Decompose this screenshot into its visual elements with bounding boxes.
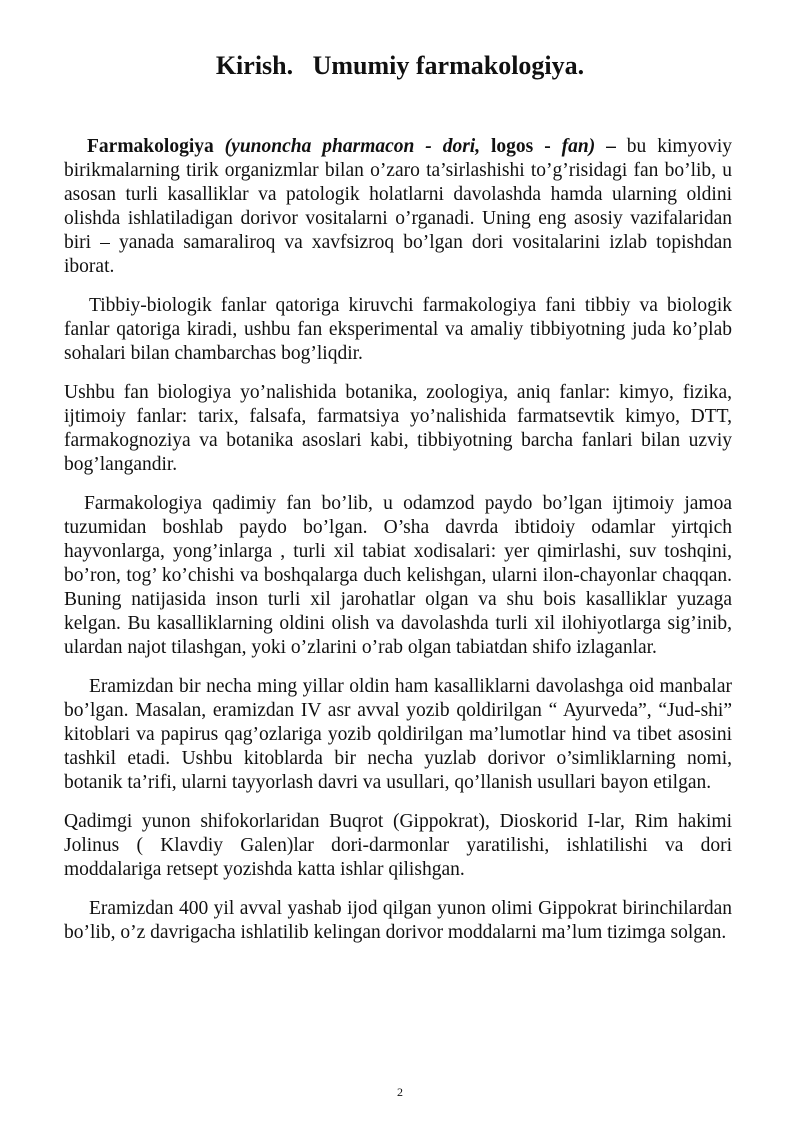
etymology-dash-2: – — [595, 136, 616, 157]
etymology-fan: fan) — [561, 136, 596, 157]
page-title: Kirish. Umumiy farmakologiya. — [215, 51, 585, 80]
etymology-logos: logos — [491, 136, 534, 157]
etymology-dash: - — [533, 136, 562, 157]
intro-paragraph — [64, 135, 732, 279]
paragraph-qadimiy-fan: Farmakologiya qadimiy fan bo’lib, u odamzod paydo bo’lgan ijtimoiy jamoa tuzumidan boshlab paydo bo’lgan. O’sha davrda ibtidoiy odamlar yirtqich hayvonlarga, yong’inlarga , turli xil tabiat xodisalari: yer qimirlashi, suv toshqini, bo’ron, tog’ ko’chishi va boshqalarga duch kelishgan, ularni ilon-chayonlar chaqqan. Buning natijasida inson turli xil jarohatlar olgan va shu bois kasalliklar yuzaga kelgan. Bu kasalliklarning oldini olish va davolashda turli xil ilohiyotlarga sig’inib, ulardan najot tilashgan, yoki o’zlarini o’rab olgan tabiatdan shifo izlaganlar. — [64, 493, 732, 658]
paragraph-eramizdan-ming: Eramizdan bir necha ming yillar oldin ham kasalliklarni davolashga oid manbalar bo’lgan. Masalan, eramizdan IV asr avval yozib qoldirilgan “ Ayurveda”, “Jud-shi” kitoblari va papirus qag’ozlariga yozib qoldirilgan ma’lumotlar hind va tibet asosini tashkil etadi. Ushbu kitoblarda bir necha yuzlab dorivor o’simliklarning nomi, botanik ta’rifi, ularni tayyorlash davri va usullari, qo’llanish usullari bayon etilgan. — [64, 676, 732, 793]
page-number: 2 — [397, 1085, 403, 1099]
intro-text: bu kimyoviy birikmalarning tirik organizmlar bilan o’zaro ta’sirlashishi to’g’risidagi fan bo’lib, u asosan turli kasalliklar va patologik holatlarni davolashda hamda ularning oldini olishda ishlatiladigan dorivor vositalarni o’rganadi. Uning eng asosiy vazifalaridan biri – yanada samaraliroq va xavfsizroq bo’lgan dori vositalarini izlab topishdan iborat. — [64, 136, 732, 277]
etymology-open: (yunoncha pharmacon - dori, — [224, 136, 481, 157]
document-body — [64, 135, 732, 945]
paragraph-gippokrat: Eramizdan 400 yil avval yashab ijod qilgan yunon olimi Gippokrat birinchilardan bo’lib, o’z davrigacha ishlatilib kelingan dorivor moddalarni ma’lum tizimga solgan. — [64, 898, 732, 943]
term-farmakologiya: Farmakologiya — [87, 136, 214, 157]
paragraph-qadimgi-yunon: Qadimgi yunon shifokorlaridan Buqrot (Gippokrat), Dioskorid I-lar, Rim hakimi Jolinus ( Klavdiy Galen)lar dori-darmonlar yaratilishi, ishlatilishi va dori moddalariga retsept yozishda katta ishlar qilishgan. — [64, 811, 732, 880]
paragraph-ushbu-fan: Ushbu fan biologiya yo’nalishida botanika, zoologiya, aniq fanlar: kimyo, fizika, ijtimoiy fanlar: tarix, falsafa, farmatsiya yo’nalishida farmatsevtik kimyo, DTT, farmakognoziya va botanika asoslari kabi, tibbiyotning barcha fanlari bilan uzviy bog’langandir. — [64, 382, 732, 475]
paragraph-tibbiy-biologik: Tibbiy-biologik fanlar qatoriga kiruvchi farmakologiya fani tibbiy va biologik fanlar qatoriga kiradi, ushbu fan eksperimental va amaliy tibbiyotning juda ko’plab sohalari bilan chambarchas bog’liqdir. — [64, 295, 732, 364]
